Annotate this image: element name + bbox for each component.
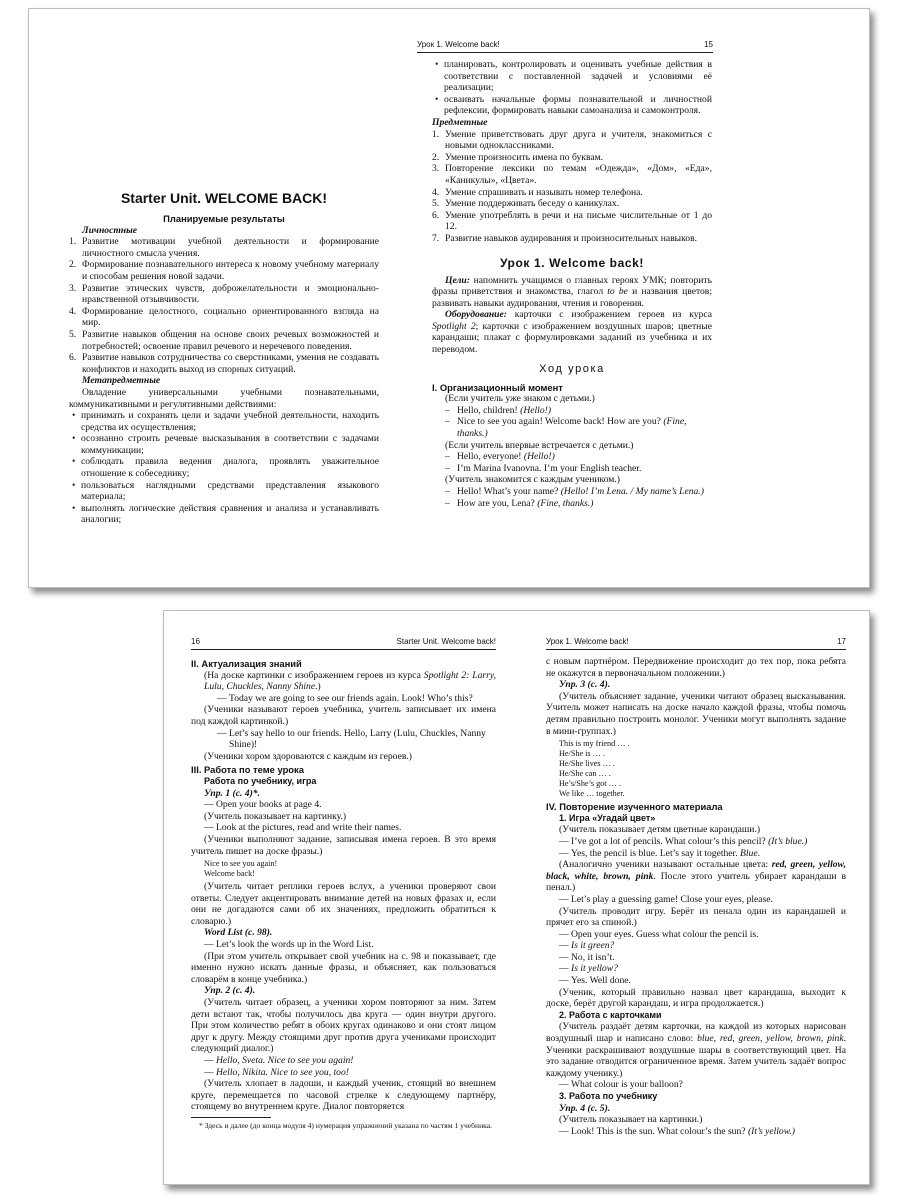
subsection-heading: 1. Игра «Угадай цвет» <box>559 812 656 823</box>
page-16 <box>164 611 516 1184</box>
header-rule <box>417 52 713 53</box>
dialogue-line: – Hello, children! (Hello!) <box>445 404 552 416</box>
dialogue-line: — Let’s look the words up in the Word List. <box>204 939 374 951</box>
top-book-spread <box>28 8 870 588</box>
list-item: • осознанно строить речевые высказывания в соответствии с задачами коммуникации; <box>72 433 379 456</box>
lesson-goals: Цели: напомнить учащимся о главных героях УМК; повторить фразы приветствия и знакомства, глагол to be и названия цветов; развивать навыки аудирования, чтения и говорения. <box>432 274 713 309</box>
dialogue <box>191 1055 496 1078</box>
lesson-equipment: Оборудование: карточки с изображением героев из курса Spotlight 2; карточки с изображением воздушных шаров; цветные карандаши; плакат с формулировками заданий из учебника и их переводом. <box>432 309 712 356</box>
bottom-book-spread <box>163 610 870 1185</box>
running-header <box>417 40 713 50</box>
dialogue-line: — Let’s say hello to our friends. Hello, Larry (Lulu, Chuckles, Nanny Shine)! <box>217 727 486 751</box>
stage-note: (Ученики выполняют задание, записывая имена героев. В это время учитель пишет на доске фразы.) <box>191 833 496 857</box>
board-line: Welcome back! <box>204 869 255 879</box>
dialogue-line: – Nice to see you again! Welcome back! How are you? (Fine, thanks.) <box>445 416 687 440</box>
stage-note: (Учитель показывает на картинки.) <box>559 1114 703 1126</box>
header-rule <box>191 649 496 650</box>
dialogue-line: — Yes. Well done. <box>559 975 631 987</box>
list-item: • выполнять логические действия сравнения и анализа и устанавливать аналогии; <box>72 502 379 526</box>
dialogue <box>191 939 496 951</box>
planned-results-heading: Планируемые результаты <box>163 213 285 224</box>
list-item: • осваивать начальные формы познавательной и личностной рефлексии, формировать навыки самоанализа и самоконтроля. <box>435 93 712 117</box>
section-heading: II. Актуализация знаний <box>191 658 302 669</box>
page-15-text <box>432 59 712 509</box>
model-line: He/She can … . <box>559 769 611 779</box>
list-item: 3. Повторение лексики по темам «Одежда», «Дом», «Еда», «Каникулы», «Цвета». <box>432 163 712 186</box>
dialogue <box>546 836 846 859</box>
list-item: • пользоваться наглядными средствами представления языкового материала; <box>72 479 379 503</box>
dialogue-line: — Hello, Nikita. Nice to see you, too! <box>204 1066 349 1078</box>
dialogue <box>546 929 846 987</box>
model-line: He’s/She’s got … . <box>559 779 621 789</box>
model-phrases <box>546 739 846 799</box>
exercise-ref: Упр. 4 (с. 5). <box>559 1102 611 1114</box>
stage-note: (Учитель читает образец, а ученики хором повторяют за ним. Затем дети встают так, чтобы получилось два круга — один внутри другого. При этом количество ребят в обоих кругах одинаково и они стоят лицом друг к другу. Между стоящими друг против друга учениками происходит следующий диалог.) <box>191 997 496 1055</box>
meta-intro: Овладение универсальными учебными познавательными, коммуникативными и регулятивными действиями: <box>69 386 379 410</box>
dialogue-line: – I’m Marina Ivanovna. I’m your English teacher. <box>445 462 642 474</box>
stage-note: (При этом учитель открывает свой учебник на с. 98 и показывает, где именно нужно искать данные фразы, и объясняет, как пользоваться словарём в конце учебника.) <box>191 950 496 985</box>
stage-note: (Если учитель уже знаком с детьми.) <box>445 393 595 405</box>
section-heading: III. Работа по теме урока <box>191 764 304 776</box>
board-line: Nice to see you again! <box>204 859 278 869</box>
exercise-ref: Упр. 3 (с. 4). <box>559 679 611 691</box>
page-16-text <box>191 656 496 1130</box>
dialogue <box>546 894 846 906</box>
dialogue <box>191 799 496 811</box>
subsection-heading: 2. Работа с карточками <box>559 1009 662 1020</box>
page-number: 16 <box>191 637 200 646</box>
stage-note: (Аналогично ученики называют остальные цвета: red, green, yellow, black, white, brown, pink. После этого учитель убирает карандаши в пенал.) <box>546 859 847 894</box>
stage-note: (Если учитель впервые встречается с детьми.) <box>445 439 634 451</box>
meta-results-list <box>69 410 379 526</box>
stage-note: (Ученик, который правильно назвал цвет карандаша, выходит к доске, берёт другой карандаш, и игра продолжается.) <box>546 986 846 1010</box>
meta-heading: Метапредметные <box>82 375 161 387</box>
dialogue-line: — No, it isn’t. <box>559 951 615 963</box>
running-header <box>546 637 846 647</box>
dialogue-line: — Is it green? <box>559 940 615 952</box>
list-item: 5. Развитие навыков общения на основе своих речевых возможностей и потребностей; освоение правил речевого и неречевого поведения. <box>69 328 379 352</box>
stage-note: (Учитель знакомится с каждым учеником.) <box>445 474 620 486</box>
header-title: Starter Unit. Welcome back! <box>396 637 496 646</box>
dialogue <box>191 728 496 751</box>
page-14-text <box>69 189 379 526</box>
list-item: 7. Развитие навыков аудирования и произносительных навыков. <box>432 232 698 244</box>
dialogue-line: — Open your books at page 4. <box>204 799 322 811</box>
stage-note: с новым партнёром. Передвижение происходит до тех пор, пока ребята не окажутся в первоначальном положении.) <box>546 656 846 679</box>
running-header <box>191 637 496 647</box>
exercise-ref: Упр. 1 (с. 4)*. <box>204 787 260 799</box>
dialogue-line: – How are you, Lena? (Fine, thanks.) <box>445 497 594 509</box>
list-item: 6. Умение употреблять в речи и на письме числительные от 1 до 12. <box>432 209 712 233</box>
exercise-ref: Word List (с. 98). <box>204 927 273 939</box>
stage-note: (Учитель объясняет задание, ученики читают образец высказывания. Учитель может написать на доске начало каждой фразы, чтобы помочь детям правильно построить монолог. Ученики могут выполнять задание в мини-группах.) <box>546 690 846 737</box>
dialogue-line: – Hello! What’s your name? (Hello! I’m Lena. / My name’s Lena.) <box>445 486 704 497</box>
page-17-text <box>546 656 846 1137</box>
list-item: 5. Умение поддерживать беседу о каникулах. <box>432 198 620 210</box>
subsection-heading: Работа по учебнику, игра <box>204 775 317 786</box>
dialogue <box>191 693 496 705</box>
meta-results-cont-list <box>432 59 712 117</box>
header-rule <box>546 649 846 650</box>
header-title: Урок 1. Welcome back! <box>417 40 500 49</box>
page-number: 17 <box>837 637 846 646</box>
dialogue <box>432 486 712 509</box>
page-14 <box>29 9 449 587</box>
dialogue-line: — I’ve got a lot of pencils. What colour’s this pencil? (It’s blue.) <box>559 835 808 847</box>
dialogue <box>546 1079 846 1091</box>
subject-heading: Предметные <box>432 116 488 128</box>
lesson-course-heading: Ход урока <box>539 362 605 375</box>
list-item: 6. Развитие навыков сотрудничества со сверстниками, умения не создавать конфликтов и находить выход из спорных ситуаций. <box>69 352 379 375</box>
list-item: 4. Формирование целостного, социально ориентированного взгляда на мир. <box>69 305 379 329</box>
exercise-ref: Упр. 2 (с. 4). <box>204 985 256 997</box>
subsection-heading: 3. Работа по учебнику <box>559 1091 658 1101</box>
dialogue-line: — Yes, the pencil is blue. Let’s say it together. Blue. <box>559 847 761 859</box>
stage-note: (Учитель читает реплики героев вслух, а ученики проверяют свои ответы. Следует акцентировать внимание детей на новых фразах и, если они не догадаются сами об их значениях, предложить обратиться к словарю.) <box>191 881 496 927</box>
stage-note: (Учитель проводит игру. Берёт из пенала один из карандашей и прячет его за спиной.) <box>546 905 846 929</box>
list-item: 1. Умение приветствовать друг друга и учителя, знакомиться с новыми одноклассниками. <box>432 128 712 152</box>
list-item: 3. Развитие этических чувств, доброжелательности и эмоционально-нравственной отзывчивости. <box>69 282 379 306</box>
model-line: He/She lives … . <box>559 759 615 769</box>
dialogue-line: – Hello, everyone! (Hello!) <box>445 451 555 463</box>
stage-note: (Ученики называют героев учебника, учитель записывает их имена под каждой картинкой.) <box>191 704 496 727</box>
model-line: This is my friend … . <box>559 739 630 749</box>
list-item: 2. Умение произносить имена по буквам. <box>432 151 604 163</box>
list-item: 1. Развитие мотивации учебной деятельности и формирование личностного смысла учения. <box>69 236 379 259</box>
dialogue <box>546 1126 846 1138</box>
page-number: 15 <box>704 40 713 49</box>
dialogue-line: — Let’s play a guessing game! Close your eyes, please. <box>559 893 773 905</box>
dialogue-line: — Look! This is the sun. What colour’s the sun? (It’s yellow.) <box>559 1125 796 1137</box>
personal-results-list <box>69 236 379 375</box>
stage-note: (Учитель раздаёт детям карточки, на каждой из которых нарисован воздушный шар и написано слово: blue, red, green, yellow, brown, pink. Ученики раскрашивают воздушные шары в соответствующий цвет. На это задание отводится ограниченное время. Затем учитель задаёт вопрос каждому ученику.) <box>546 1021 846 1079</box>
section-heading: IV. Повторение изученного материала <box>546 801 723 813</box>
header-title: Урок 1. Welcome back! <box>546 637 629 646</box>
dialogue-line: — What colour is your balloon? <box>559 1079 683 1091</box>
dialogue <box>432 451 712 474</box>
section-heading: I. Организационный момент <box>432 381 563 393</box>
stage-note: (На доске картинки с изображением героев из курса Spotlight 2: Larry, Lulu, Chuckles, Nanny Shine.) <box>204 669 496 693</box>
dialogue <box>191 822 496 834</box>
list-item: 2. Формирование познавательного интереса к новому учебному материалу и способам решения новой задачи. <box>69 259 379 282</box>
stage-note: (Учитель хлопает в ладоши, и каждый ученик, стоящий во внешнем круге, перемещается по часовой стрелке к следующему партнёру, стоящему во внутреннем круге. Диалог повторяется <box>191 1078 496 1113</box>
dialogue-line: — Today we are going to see our friends again. Look! Who’s this? <box>217 692 473 704</box>
personal-heading: Личностные <box>82 224 138 236</box>
footnote: * Здесь и далее (до конца модуля 4) нумерация упражнений указана по частям 1 учебника. <box>199 1120 492 1130</box>
board-phrases <box>191 859 496 879</box>
list-item: • планировать, контролировать и оценивать учебные действия в соответствии с поставленной задачей и условиями её реализации; <box>435 59 712 94</box>
model-line: He/She is … . <box>559 749 605 759</box>
model-line: We like … together. <box>559 789 625 799</box>
stage-note: (Учитель показывает детям цветные карандаши.) <box>559 824 761 836</box>
unit-title: Starter Unit. WELCOME BACK! <box>120 190 328 206</box>
list-item: • принимать и сохранять цели и задачи учебной деятельности, находить средства их осуществления; <box>72 410 379 433</box>
dialogue-line: — Is it yellow? <box>559 963 618 975</box>
list-item: 4. Умение спрашивать и называть номер телефона. <box>432 186 643 198</box>
list-item: • соблюдать правила ведения диалога, проявлять уважительное отношение к собеседнику; <box>72 456 379 480</box>
subject-results-list <box>432 129 712 245</box>
footnote-rule <box>191 1117 271 1118</box>
stage-note: (Учитель показывает на картинку.) <box>204 810 347 822</box>
stage-note: (Ученики хором здороваются с каждым из героев.) <box>204 750 412 762</box>
dialogue-line: — Hello, Sveta. Nice to see you again! <box>204 1055 354 1066</box>
dialogue <box>432 405 712 440</box>
page-15 <box>417 9 869 587</box>
lesson-title: Урок 1. Welcome back! <box>499 255 645 270</box>
dialogue-line: — Open your eyes. Guess what colour the pencil is. <box>559 928 759 940</box>
page-17 <box>516 611 869 1184</box>
dialogue-line: — Look at the pictures, read and write their names. <box>204 822 402 834</box>
